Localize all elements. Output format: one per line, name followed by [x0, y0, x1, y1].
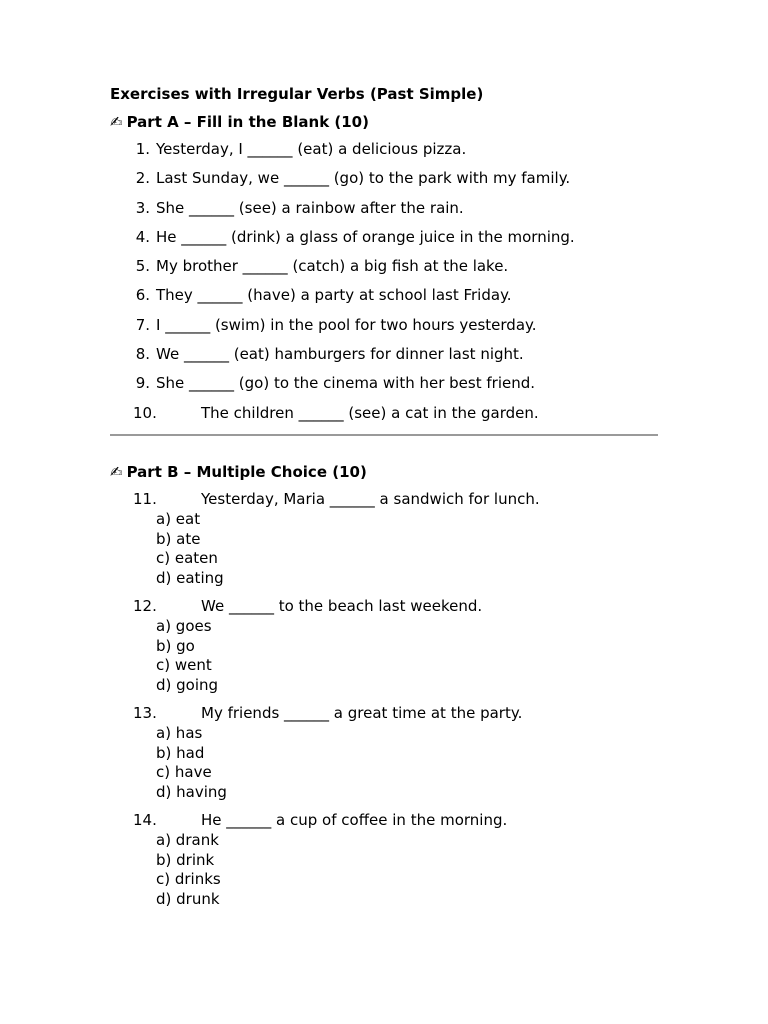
list-item — [110, 286, 658, 315]
list-item — [110, 169, 658, 198]
question-item — [110, 490, 658, 588]
answer-option: a) has — [156, 724, 203, 742]
item-text: They ______ (have) a party at school last Friday. — [156, 286, 512, 305]
answer-option: d) having — [156, 782, 227, 801]
list-item — [110, 199, 658, 228]
answer-option: a) goes — [156, 617, 212, 636]
part-b-list — [110, 490, 658, 909]
answer-option: a) eat — [156, 510, 201, 529]
item-number: 10. — [133, 403, 157, 422]
list-item — [110, 228, 658, 257]
question — [110, 597, 658, 617]
section-divider — [110, 434, 658, 436]
answer-option: d) drunk — [156, 889, 220, 908]
item-number: 8. — [135, 345, 150, 364]
item-text: We ______ (eat) hamburgers for dinner last night. — [156, 345, 524, 364]
answer-options — [110, 617, 658, 695]
item-number: 3. — [135, 198, 150, 217]
list-item — [110, 404, 658, 433]
part-a-heading — [110, 113, 658, 133]
question-number: 13. — [133, 704, 157, 723]
question — [110, 704, 658, 724]
answer-options — [110, 831, 658, 909]
question — [110, 490, 658, 510]
question-text: My friends ______ a great time at the party. — [201, 704, 523, 723]
writing-hand-icon: ✍ — [110, 462, 123, 481]
answer-options — [110, 724, 658, 802]
answer-option: c) drinks — [156, 870, 221, 889]
question-item — [110, 704, 658, 802]
question-number: 11. — [133, 490, 157, 509]
answer-option: b) had — [156, 743, 205, 762]
question-number: 14. — [133, 811, 157, 830]
part-a-list — [110, 140, 658, 433]
answer-option: c) eaten — [156, 549, 218, 568]
item-number: 6. — [135, 286, 150, 305]
item-text: She ______ (see) a rainbow after the rain. — [156, 198, 464, 217]
item-number: 2. — [135, 169, 150, 188]
part-b-heading — [110, 463, 658, 483]
item-text: My brother ______ (catch) a big fish at the lake. — [156, 257, 509, 276]
answer-option: d) going — [156, 675, 219, 694]
item-text: She ______ (go) to the cinema with her best friend. — [156, 374, 536, 393]
list-item — [110, 345, 658, 374]
list-item — [110, 140, 658, 169]
item-number: 7. — [135, 315, 150, 334]
item-number: 5. — [135, 257, 150, 276]
item-text: Last Sunday, we ______ (go) to the park with my family. — [156, 169, 571, 188]
page-title: Exercises with Irregular Verbs (Past Simple) — [110, 85, 484, 103]
answer-option: b) ate — [156, 529, 201, 548]
question-text: We ______ to the beach last weekend. — [201, 597, 483, 616]
item-number: 1. — [135, 140, 150, 158]
item-text: Yesterday, I ______ (eat) a delicious pizza. — [156, 140, 467, 158]
question-number: 12. — [133, 597, 157, 616]
part-b-heading-label: Part B – Multiple Choice (10) — [126, 462, 367, 481]
question-item — [110, 597, 658, 695]
list-item — [110, 257, 658, 286]
answer-options — [110, 510, 658, 588]
answer-option: a) drank — [156, 830, 219, 849]
answer-option: b) drink — [156, 850, 215, 869]
writing-hand-icon: ✍ — [110, 112, 123, 131]
question — [110, 811, 658, 831]
question-text: Yesterday, Maria ______ a sandwich for lunch. — [201, 490, 540, 509]
item-text: I ______ (swim) in the pool for two hours yesterday. — [156, 315, 537, 334]
item-text: He ______ (drink) a glass of orange juice in the morning. — [156, 227, 575, 246]
question-text: He ______ a cup of coffee in the morning. — [201, 811, 508, 830]
answer-option: c) went — [156, 656, 212, 675]
part-a-heading-label: Part A – Fill in the Blank (10) — [126, 112, 369, 131]
question-item — [110, 811, 658, 909]
answer-option: d) eating — [156, 568, 224, 587]
answer-option: b) go — [156, 636, 195, 655]
list-item — [110, 374, 658, 403]
item-text: The children ______ (see) a cat in the garden. — [201, 403, 539, 422]
item-number: 4. — [135, 227, 150, 246]
answer-option: c) have — [156, 763, 212, 782]
list-item — [110, 316, 658, 345]
item-number: 9. — [135, 374, 150, 393]
